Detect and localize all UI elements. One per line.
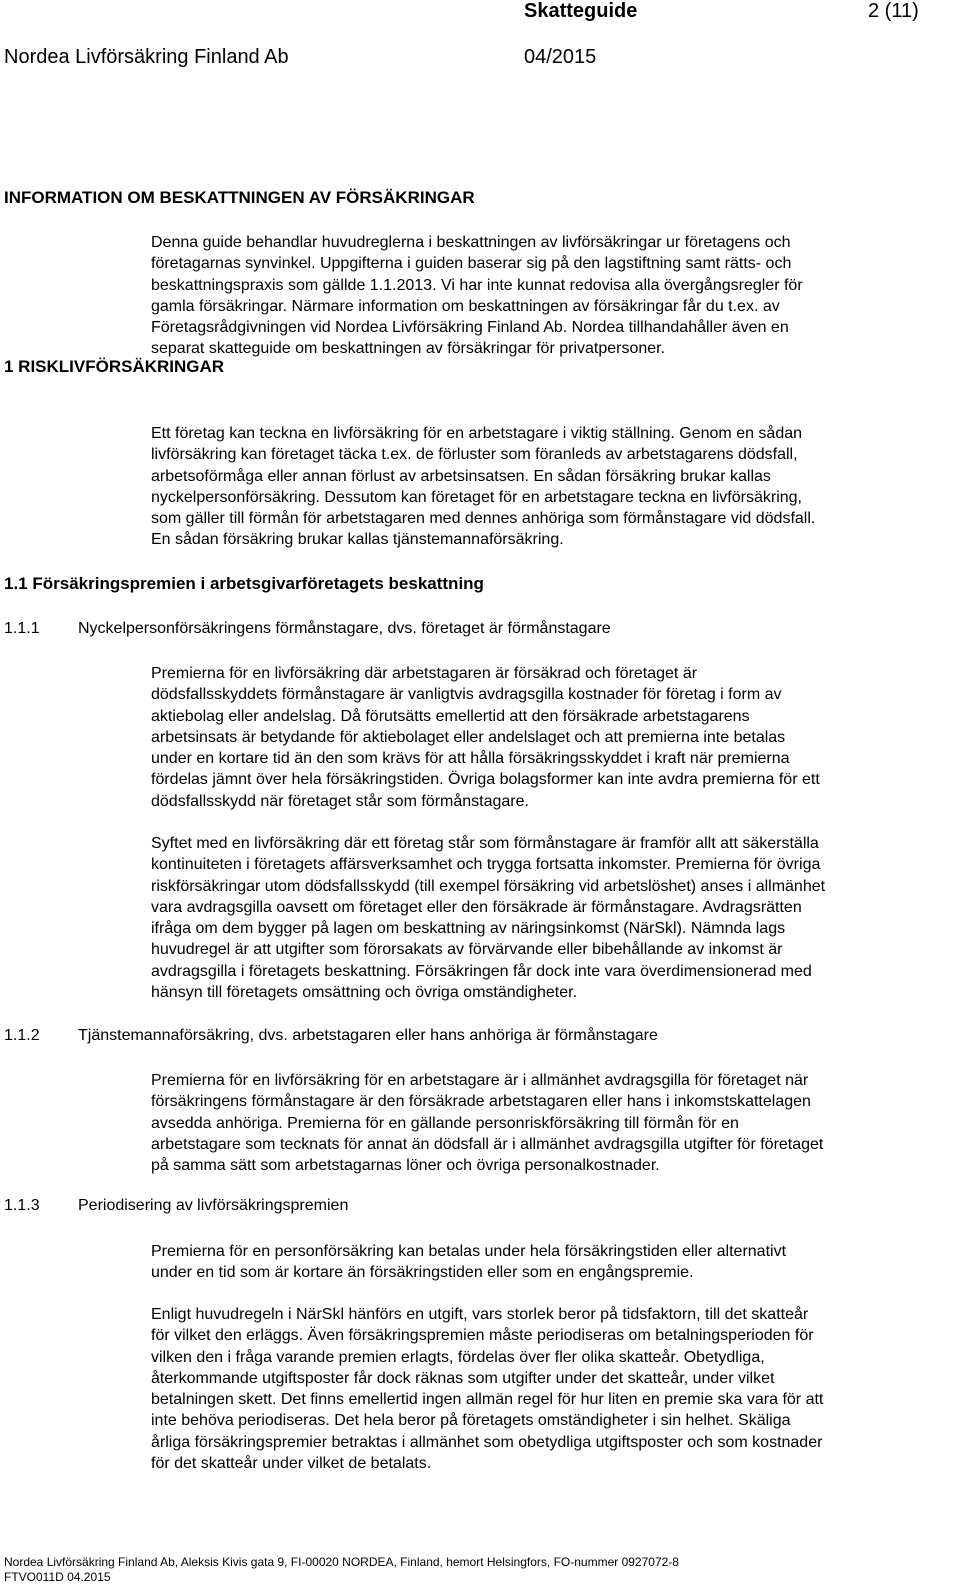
section-1-1-2-title: Tjänstemannaförsäkring, dvs. arbetstagaren eller hans anhöriga är förmånstagare (78, 1027, 658, 1044)
paragraph-line: betalningen skett. Det finns emellertid ingen allmän regel för hur liten en premie ska vara för att (151, 1391, 824, 1409)
paragraph-line: hänsyn till företagets omsättning och övriga omständigheter. (151, 984, 578, 1002)
paragraph-line: årliga försäkringspremier betraktas i allmänhet som obetydliga utgiftsposter och som kostnader (151, 1433, 823, 1451)
paragraph-line: återkommande utgiftsposter får dock räknas som utgifter under det skatteår, under vilket (151, 1369, 775, 1387)
intro-line: Företagsrådgivningen vid Nordea Livförsäkring Finland Ab. Nordea tillhandahåller även en (151, 319, 789, 337)
section-1-1-3-title: Periodisering av livförsäkringspremien (78, 1197, 349, 1214)
paragraph-line: Premierna för en livförsäkring för en arbetstagare är i allmänhet avdragsgilla för företaget när (151, 1072, 809, 1089)
paragraph-line: huvudregel är att utgifter som förorsakats av förvärvande eller bibehållande av inkomst är (151, 941, 783, 959)
section-1-1-1-title: Nyckelpersonförsäkringens förmånstagare, dvs. företaget är förmånstagare (78, 620, 611, 637)
intro-line: separat skatteguide om beskattningen av försäkringar för privatpersoner. (151, 340, 666, 358)
paragraph-line: under en kortare tid än den som krävs för att hålla försäkringsskyddet i kraft när premierna (151, 750, 790, 768)
section-1-1-3-paragraph-2 (151, 1304, 951, 1474)
paragraph-line: dödsfallsskyddets förmånstagare är vanligtvis avdragsgilla kostnader för företag i form av (151, 686, 782, 704)
document-date: 04/2015 (524, 46, 597, 68)
paragraph-line: för vilket den erläggs. Även försäkringspremien måste periodiseras om betalningsperioden för (151, 1327, 814, 1345)
paragraph-line: inte behöva periodiseras. Det hela beror på företagets omständigheter i sin helhet. Skäliga (151, 1412, 791, 1430)
intro-paragraph (151, 232, 951, 360)
intro-line: företagarnas synvinkel. Uppgifterna i guiden baserar sig på den lagstiftning samt rätts- och (151, 255, 792, 273)
company-name: Nordea Livförsäkring Finland Ab (4, 46, 289, 68)
intro-line: gamla försäkringar. Närmare information om beskattningen av försäkringar får du t.ex. av (151, 297, 780, 315)
paragraph-line: avsedda anhöriga. Premierna för en gällande personriskförsäkring till förmån för en (151, 1114, 739, 1132)
paragraph-line: arbetsinsats är betydande för aktiebolaget eller andelslaget och att premierna inte betalas (151, 728, 786, 746)
risk-heading: 1 RISKLIVFÖRSÄKRINGAR (4, 357, 225, 376)
paragraph-line: för det skatteår under vilket de betalats. (151, 1455, 432, 1473)
risk-line: En sådan försäkring brukar kallas tjänstemannaförsäkring. (151, 531, 564, 549)
paragraph-line: arbetstagare som tecknats för annat än dödsfall är i allmänhet avdragsgilla utgifter för företaget (151, 1135, 824, 1153)
paragraph-line: Premierna för en livförsäkring där arbetstagaren är försäkrad och företaget är (151, 665, 698, 682)
section-1-1-3-paragraph-1 (151, 1241, 951, 1284)
section-1-1-3-number: 1.1.3 (4, 1197, 40, 1214)
paragraph-line: riskförsäkringar utom dödsfallsskydd (till exempel försäkring vid arbetslöshet) anses i allmänhet (151, 877, 826, 895)
paragraph-line: försäkringens förmånstagare är den försäkrade arbetstagaren eller hans i inkomstskattelagen (151, 1093, 811, 1111)
section-1-1-2-number: 1.1.2 (4, 1027, 40, 1044)
intro-line: beskattningspraxis som gällde 1.1.2013. Vi har inte kunnat redovisa alla övergångsregler för (151, 276, 803, 294)
paragraph-line: under en tid som är kortare än försäkringstiden eller som en engångspremie. (151, 1264, 694, 1282)
document-title: Skatteguide (524, 0, 638, 22)
paragraph-line: vilken den i fråga varande premien erlagts, fördelas över fler olika skatteår. Obetydliga, (151, 1348, 765, 1366)
footer-address: Nordea Livförsäkring Finland Ab, Aleksis Kivis gata 9, FI-00020 NORDEA, Finland, hemort Helsingfors, FO-nummer 0927072-8 (4, 1555, 679, 1569)
paragraph-line: dödsfallsskydd när företaget står som förmånstagare. (151, 792, 529, 810)
section-1-1-1-paragraph-1 (151, 663, 951, 812)
risk-paragraph (151, 423, 951, 551)
paragraph-line: Enligt huvudregeln i NärSkl hänförs en utgift, vars storlek beror på tidsfaktorn, till det skatteår (151, 1306, 809, 1323)
paragraph-line: Syftet med en livförsäkring där ett företag står som förmånstagare är framför allt att säkerställa (151, 835, 819, 852)
intro-line: Denna guide behandlar huvudreglerna i beskattningen av livförsäkringar ur företagens och (151, 234, 791, 251)
section-1-1-heading: 1.1 Försäkringspremien i arbetsgivarföretagets beskattning (4, 574, 484, 593)
paragraph-line: Premierna för en personförsäkring kan betalas under hela försäkringstiden eller alternativt (151, 1243, 787, 1260)
paragraph-line: kontinuiteten i företagets affärsverksamhet och trygga fortsatta inkomster. Premierna för övriga (151, 856, 821, 874)
paragraph-line: fördelas jämnt över hela försäkringstiden. Övriga bolagsformer kan inte avdra premierna för ett (151, 771, 820, 789)
risk-line: Ett företag kan teckna en livförsäkring för en arbetstagare i viktig ställning. Genom en sådan (151, 425, 803, 442)
paragraph-line: vara avdragsgilla oavsett om företaget eller den försäkrade är förmånstagare. Avdragsrätten (151, 898, 802, 916)
risk-line: arbetsoförmåga eller annan förlust av arbetsinsatsen. En sådan försäkring brukar kallas (151, 467, 771, 485)
paragraph-line: aktiebolag eller andelslag. Då förutsätts emellertid att den försäkrade arbetstagarens (151, 707, 750, 725)
info-heading: INFORMATION OM BESKATTNINGEN AV FÖRSÄKRINGAR (4, 188, 475, 207)
paragraph-line: avdragsgilla i företagets beskattning. Försäkringen får dock inte vara överdimensionerad med (151, 962, 812, 980)
paragraph-line: ifråga om dem bygger på lagen om beskattning av näringsinkomst (NärSkl). Nämnda lags (151, 920, 786, 938)
section-1-1-2-paragraph (151, 1070, 951, 1176)
risk-line: nyckelpersonförsäkring. Dessutom kan företaget för en arbetstagare teckna en livförsäkring, (151, 488, 802, 506)
section-1-1-1-paragraph-2 (151, 833, 951, 1003)
paragraph-line: på samma sätt som arbetstagarnas löner och övriga personalkostnader. (151, 1157, 660, 1175)
page-number: 2 (11) (868, 0, 919, 22)
section-1-1-1-number: 1.1.1 (4, 620, 40, 637)
risk-line: livförsäkring kan företaget täcka t.ex. de förluster som föranleds av arbetstagarens dödsfall, (151, 446, 798, 464)
risk-line: som gäller till förmån för arbetstagaren med dennes anhöriga som förmånstagare vid dödsfall. (151, 510, 816, 528)
footer-form-code: FTVO011D 04.2015 (4, 1570, 111, 1584)
